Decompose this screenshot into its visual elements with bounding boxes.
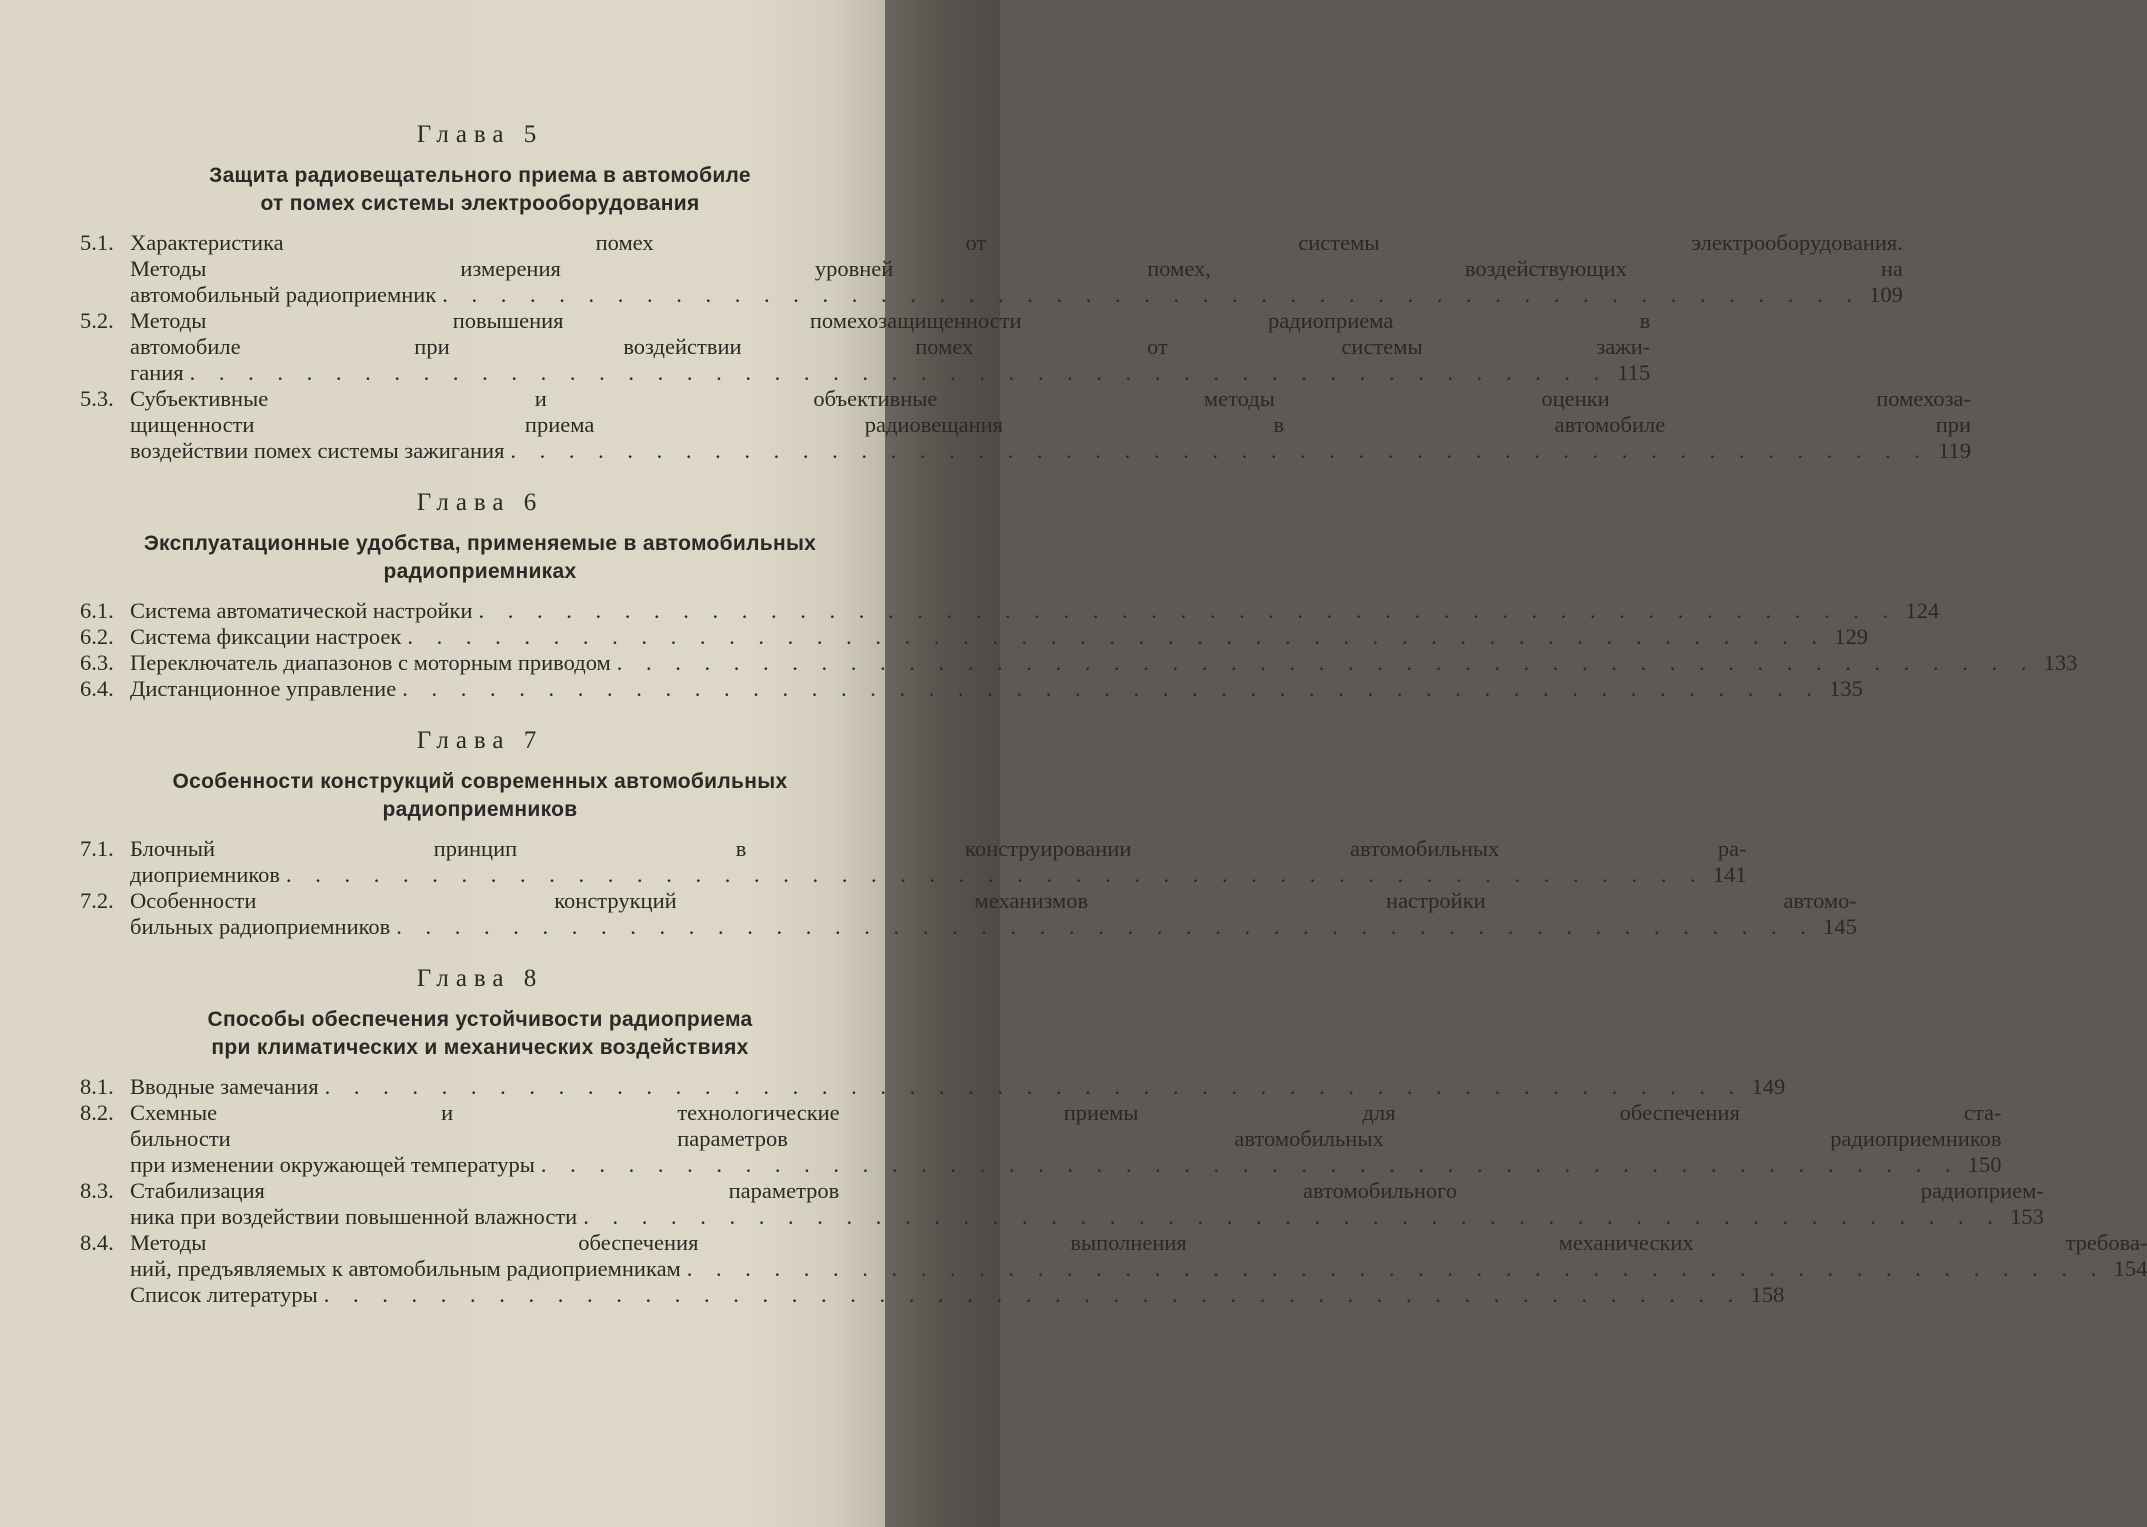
dot-leader: . . . . . . . . . . . . . . . . . . . . . . . . . . . . . . . . . . . . . . . . . . . . . . . . . [189,360,1609,385]
entry-text-line: ника при воздействии повышенной влажности [130,1204,578,1229]
page-number: 150 [1967,1152,2002,1177]
entry-text-line: Субъективные и объективные методы оценки помехоза- [130,386,1972,411]
chapter-title-line: Эксплуатационные удобства, применяемые в автомобильных [143,532,817,555]
toc-entry [80,650,2078,676]
entry-number: 8.2. [80,1100,114,1125]
entry-number: 8.1. [80,1074,114,1099]
entry-number: 5.1. [80,230,114,255]
toc-entry [80,624,1868,650]
references-label: Список литературы [130,1282,318,1307]
entry-text-line: бильности параметров автомобильных радиоприемников [130,1126,2002,1151]
dot-leader: . . . . . . . . . . . . . . . . . . . . . . . . . . . . . . . . . . . . . . . . . . . . . . . . . [616,650,2036,675]
chapter-title-line: Защита радиовещательного приема в автомобиле [209,164,751,187]
chapter-title [80,768,880,824]
entry-number: 5.3. [80,386,114,411]
toc-entry [80,1230,2147,1282]
chapter-label: Глава 8 [416,965,544,992]
entry-last-line [130,282,1903,308]
dot-leader: . . . . . . . . . . . . . . . . . . . . . . . . . . . . . . . . . . . . . . . . . . . . . . . . . [407,624,1826,649]
entry-number: 6.3. [80,650,114,675]
entry-text-line: бильных радиоприемников [130,914,391,939]
entry-text-line: щищенности приема радиовещания в автомобиле при [130,412,1972,437]
entry-body [130,888,1857,940]
toc-entry [80,888,1857,940]
dot-leader: . . . . . . . . . . . . . . . . . . . . . . . . . . . . . . . . . . . . . . . . . . . . . . . . . [478,598,1898,623]
entry-body [130,308,1650,386]
toc-entry [80,1178,2044,1230]
toc-entry [80,308,1651,386]
toc-entry [80,676,1863,702]
entry-last-line [130,1074,1785,1100]
page-number: 158 [1750,1282,1785,1307]
entry-body [130,836,1747,888]
entry-text-line: Блочный принцип в конструировании автомобильных ра- [130,836,1747,861]
dot-leader: . . . . . . . . . . . . . . . . . . . . . . . . . . . . . . . . . . . . . . . . . . . . . . . . . [686,1256,2106,1281]
toc-entry [80,1100,2002,1178]
entry-body [130,676,1863,702]
entry-number: 6.2. [80,624,114,649]
entry-body [130,1178,2044,1230]
entry-body [130,624,1868,650]
entry-last-line [130,914,1857,940]
entry-text-line: Характеристика помех от системы электрооборудования. [130,230,1903,255]
entry-body [130,650,2077,676]
chapter-title [80,162,880,218]
page-number: 141 [1712,862,1747,887]
entry-number: 7.1. [80,836,114,861]
dot-leader: . . . . . . . . . . . . . . . . . . . . . . . . . . . . . . . . . . . . . . . . . . . . . . . . . [323,1282,1743,1307]
entry-text-line: гания [130,360,184,385]
entry-body [130,598,1939,624]
chapter-title-line: радиоприемниках [383,560,577,583]
entry-body [130,1100,2002,1178]
entry-body [130,386,1971,464]
entry-number: 8.4. [80,1230,114,1255]
entry-text-line: Схемные и технологические приемы для обеспечения ста- [130,1100,2002,1125]
entry-text-line: автомобиле при воздействии помех от системы зажи- [130,334,1651,359]
entry-number: 5.2. [80,308,114,333]
entry-body [130,1074,1785,1100]
entry-last-line [130,676,1863,702]
page-number: 145 [1823,914,1857,939]
entry-text-line: Особенности конструкций механизмов настройки автомо- [130,888,1857,913]
toc-entry-references [80,1282,1785,1308]
entry-text-line: ний, предъявляемых к автомобильным радиоприемникам [130,1256,681,1281]
entry-number: 7.2. [80,888,114,913]
entry-text-line: автомобильный радиоприемник [130,282,437,307]
entry-text-line: Методы измерения уровней помех, воздействующих на [130,256,1903,281]
chapter-section [80,118,1972,464]
dot-leader: . . . . . . . . . . . . . . . . . . . . . . . . . . . . . . . . . . . . . . . . . . . . . . . . . [396,914,1815,939]
entry-last-line [130,624,1868,650]
entry-last-line [130,650,2077,676]
toc-entry [80,598,1940,624]
dot-leader: . . . . . . . . . . . . . . . . . . . . . . . . . . . . . . . . . . . . . . . . . . . . . . . . . [324,1074,1744,1099]
page-number: 133 [2043,650,2078,675]
toc-entry [80,836,1747,888]
toc-entry [80,386,1972,464]
entry-text-line: Методы повышения помехозащищенности радиоприема в [130,308,1651,333]
dot-leader: . . . . . . . . . . . . . . . . . . . . . . . . . . . . . . . . . . . . . . . . . . . . . . . . . [402,676,1821,701]
entry-text-line: Система фиксации настроек [130,624,402,649]
entry-text-line: Система автоматической настройки [130,598,473,623]
entry-text-line: воздействии помех системы зажигания [130,438,505,463]
dot-leader: . . . . . . . . . . . . . . . . . . . . . . . . . . . . . . . . . . . . . . . . . . . . . . . . . [583,1204,2002,1229]
page-number: 129 [1834,624,1868,649]
chapter-section [80,724,1857,940]
entry-last-line [130,1256,2147,1282]
page-number: 153 [2010,1204,2044,1229]
dot-leader: . . . . . . . . . . . . . . . . . . . . . . . . . . . . . . . . . . . . . . . . . . . . . . . . . [540,1152,1960,1177]
dot-leader: . . . . . . . . . . . . . . . . . . . . . . . . . . . . . . . . . . . . . . . . . . . . . . . . . [510,438,1930,463]
entry-text-line: Методы обеспечения выполнения механических требова- [130,1230,2147,1255]
chapter-title-line: Способы обеспечения устойчивости радиоприема [207,1008,753,1031]
page-number: 109 [1869,282,1903,307]
entry-text-line: Вводные замечания [130,1074,319,1099]
table-of-contents [80,118,2147,1330]
dot-leader: . . . . . . . . . . . . . . . . . . . . . . . . . . . . . . . . . . . . . . . . . . . . . . . . . [442,282,1861,307]
chapter-label: Глава 6 [416,489,544,516]
page-number: 119 [1938,438,1972,463]
page-number: 154 [2113,1256,2147,1281]
chapter-label: Глава 5 [416,121,544,148]
entry-last-line [130,1204,2044,1230]
chapter-title [80,530,880,586]
entry-text-line: Переключатель диапазонов с моторным приводом [130,650,611,675]
entry-last-line [130,360,1650,386]
chapter-title-line: при климатических и механических воздействиях [211,1036,749,1059]
page-number: 124 [1905,598,1940,623]
chapter-title-line: Особенности конструкций современных автомобильных [172,770,788,793]
toc-entry [80,1074,1786,1100]
entry-body [130,1230,2147,1282]
entry-text-line: при изменении окружающей температуры [130,1152,535,1177]
entry-text-line: диоприемников [130,862,281,887]
entry-number: 6.4. [80,676,114,701]
page-number: 149 [1751,1074,1786,1099]
page-number: 115 [1617,360,1651,385]
entry-body [130,230,1903,308]
chapter-title-line: радиоприемников [382,798,578,821]
dot-leader: . . . . . . . . . . . . . . . . . . . . . . . . . . . . . . . . . . . . . . . . . . . . . . . . . [286,862,1705,887]
entry-number: 6.1. [80,598,114,623]
chapter-section [80,962,2147,1308]
entry-last-line [130,862,1747,888]
entry-text-line: Стабилизация параметров автомобильного радиоприем- [130,1178,2044,1203]
entry-last-line [130,1152,2002,1178]
chapter-label: Глава 7 [416,727,544,754]
chapter-title [80,1006,880,1062]
entry-number: 8.3. [80,1178,114,1203]
entry-last-line [130,438,1971,464]
chapter-title-line: от помех системы электрооборудования [260,192,700,215]
entry-last-line [130,598,1939,624]
chapter-section [80,486,2078,702]
toc-entry [80,230,1903,308]
entry-text-line: Дистанционное управление [130,676,397,701]
page-number: 135 [1829,676,1863,701]
